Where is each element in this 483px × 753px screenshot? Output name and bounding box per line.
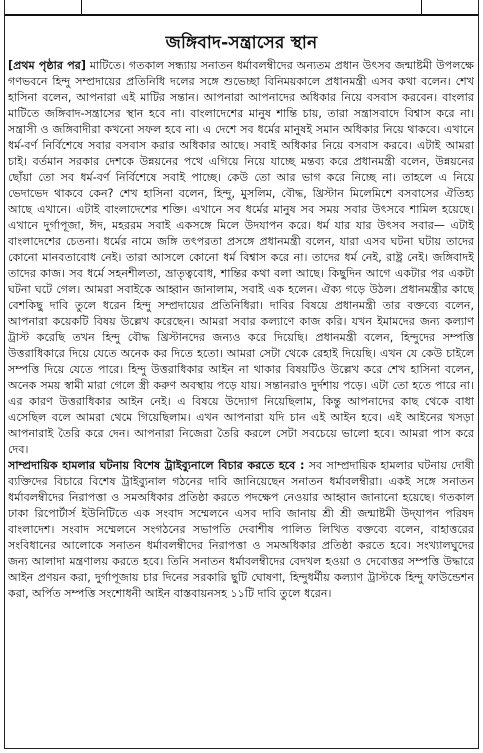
border-notch-right bbox=[421, 0, 466, 14]
paragraph-2-text: সব সাম্প্রদায়িক হামলার ঘটনায় দোষী ব্যক্তিদের বিচারে বিশেষ ট্রাইব্যুনাল গঠনের দাবি জানিয়েছেন সনাতন ধর্মাবলম্বীরা। একই সঙ্গে সনাতন ধর্মাবলম্বীদের নিরাপত্তা ও সমঅধিকার প্রতিষ্ঠা করতে পদক্ষেপ নেওয়ার আহ্বান জানানো হয়েছে। গতকাল ঢাকা রিপোর্টার্স ইউনিটিতে এক সংবাদ সম্মেলনে এসব দাবি জানায় শ্রী শ্রী জন্মাষ্টমী উদ্‌যাপন পরিষদ বাংলাদেশ। সংবাদ সম্মেলনে সংগঠনের সভাপতি দেবাশীষ পালিত লিখিত বক্তব্যে বলেন, বাহাত্তরের সংবিধানের আলোকে সনাতন ধর্মাবলম্বীদের নিরাপত্তা ও সমঅধিকার প্রতিষ্ঠা করতে হবে। সংখ্যালঘুদের জন্য আলাদা মন্ত্রণালয় করতে হবে। তিনি সনাতন ধর্মাবলম্বীদের বেদখল হওয়া ও দেবোত্তর সম্পত্তি উদ্ধারে আইন প্রণয়ন করা, দুর্গাপূজায় চার দিনের সরকারি ছুটি ঘোষণা, হিন্দুধর্মীয় কল্যাণ ট্রাস্টকে হিন্দু ফাউন্ডেশন করা, অর্পিত সম্পত্তি সংশোধনী আইন বাস্তবায়নসহ ১১টি দাবি তুলে ধরেন। bbox=[8, 459, 474, 600]
border-notch-left bbox=[33, 0, 82, 14]
section-subhead: সাম্প্রদায়িক হামলার ঘটনায় বিশেষ ট্রাইব্যুনালে বিচার করতে হবে : bbox=[8, 459, 305, 472]
article-body bbox=[8, 58, 474, 748]
article-headline: জঙ্গিবাদ-সন্ত্রাসের স্থান bbox=[165, 33, 318, 53]
paragraph-1 bbox=[8, 58, 474, 458]
continuation-kicker: [প্রথম পৃষ্ঠার পর] bbox=[8, 59, 86, 72]
paragraph-2 bbox=[8, 458, 474, 602]
top-border bbox=[5, 0, 478, 16]
paragraph-1-text: মাটিতে। গতকাল সন্ধ্যায় সনাতন ধর্মাবলম্বীদের অন্যতম প্রধান উৎসব জন্মাষ্টমী উপলক্ষে গণভবনে হিন্দু সম্প্রদায়ের প্রতিনিধি দলের সঙ্গে শুভেচ্ছা বিনিময়কালে প্রধানমন্ত্রী এসব কথা বলেন। শেখ হাসিনা বলেন, আপনারা এই মাটির সন্তান। আপনারা আপনাদের অধিকার নিয়ে বসবাস করবেন। বাংলার মাটিতে জঙ্গিবাদ-সন্ত্রাসের স্থান হবে না। বাংলাদেশের মানুষ শান্তি চায়, তারা সন্ত্রাসবাদে বিশ্বাস করে না। সন্ত্রাসী ও জঙ্গিবাদীরা কখনো সফল হবে না। এ দেশে সব ধর্মের মানুষই সমান অধিকার নিয়ে থাকবে। এখানে ধর্ম-বর্ণ নির্বিশেষে সবার বসবাস করার অধিকার আছে। সবাই অধিকার নিয়ে বসবাস করবে। এটাই আমরা চাই। বর্তমান সরকার দেশকে উন্নয়নের পথে এগিয়ে নিয়ে যাচ্ছে মন্তব্য করে প্রধানমন্ত্রী বলেন, উন্নয়নের ছোঁয়া তো সব ধর্ম-বর্ণ নির্বিশেষে সবাই পাচ্ছে। কেউ তো আর ভাগ করে নিচ্ছে না। তাহলে এ নিয়ে ভেদাভেদ থাকবে কেন? শেখ হাসিনা বলেন, হিন্দু, মুসলিম, বৌদ্ধ, খ্রিস্টান মিলেমিশে বসবাসের ঐতিহ্য আছে এখানে। এটাই বাংলাদেশের শক্তি। এখানে সব ধর্মের মানুষ সব সময় সবার উৎসবে শামিল হয়েছে। এখানে দুর্গাপূজা, ঈদ, মহররম সবাই একসঙ্গে মিলে উদযাপন করে। ধর্ম যার যার উৎসব সবার— এটাই বাংলাদেশের চেতনা। ধর্মের নামে জঙ্গি তৎপরতা প্রসঙ্গে প্রধানমন্ত্রী বলেন, যারা এসব ঘটনা ঘটায় তাদের কোনো মানবতাবোধ নেই। তারা আসলে কোনো ধর্ম বিশ্বাস করে না। তাদের ধর্ম নেই, রাষ্ট্র নেই। জঙ্গিবাদই তাদের কাজ। সব ধর্মে সহনশীলতা, ভ্রাতৃত্ববোধ, শান্তির কথা বলা আছে। কিছুদিন আগে একটার পর একটা ঘটনা ঘটে গেল। আমরা সবাইকে আহ্বান জানালাম, সবাই এক হলেন। ঐক্য গড়ে উঠল। প্রধানমন্ত্রীর কাছে বেশকিছু দাবি তুলে ধরেন হিন্দু সম্প্রদায়ের প্রতিনিধিরা। দাবির বিষয়ে প্রধানমন্ত্রী তার বক্তব্যে বলেন, আপনারা কয়েকটি বিষয় উল্লেখ করেছেন। আমরা সবার কল্যাণে কাজ করি। যখন ইমামদের জন্য কল্যাণ ট্রাস্ট করেছি তখন হিন্দু বৌদ্ধ খ্রিস্টানদের জন্যও করে দিয়েছি। প্রধানমন্ত্রী বলেন, হিন্দুদের সম্পত্তি উত্তরাধিকারে দিয়ে যেতে অনেক কর দিতে হতো। আমরা সেটা থেকে রেহাই দিয়েছি। এখন যে কেউ চাইলে সম্পত্তি দিয়ে যেতে পারে। হিন্দু উত্তরাধিকার আইন না থাকার বিষয়টিও উল্লেখ করে শেখ হাসিনা বলেন, অনেক সময় স্বামী মারা গেলে স্ত্রী করুণ অবস্থায় পড়ে যায়। সন্তানরাও দুর্দশায় পড়ে। এটা তো হতে পারে না। এর কারণ উত্তরাধিকার আইন নেই। এ বিষয়ে উদ্যোগ নিয়েছিলাম, কিন্তু আপনাদের কাছ থেকে বাধা এসেছিল বলে আমরা থেমে গিয়েছিলাম। এখন আপনারা যদি চান এই আইন হবে। এই আইনের খসড়া আপনারাই তৈরি করে দেন। আপনারা নিজেরা তৈরি করলে সেটা সবচেয়ে ভালো হবে। আমরা পাস করে দেব। bbox=[8, 59, 474, 456]
